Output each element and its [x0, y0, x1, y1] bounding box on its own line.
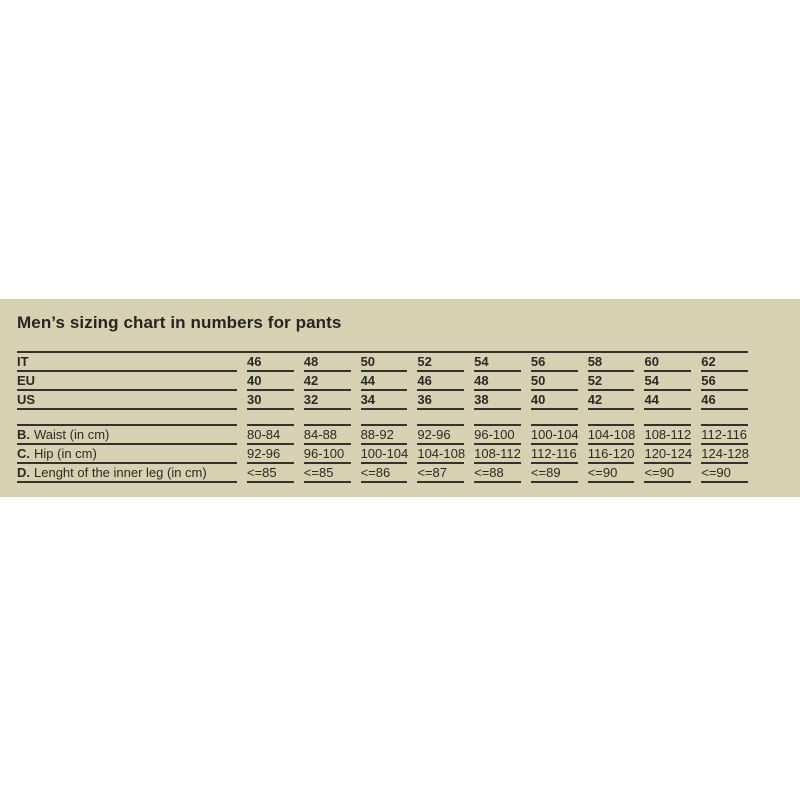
table-row-waist: [17, 424, 748, 445]
body-measurements-group: [17, 424, 748, 483]
row-label-text: Lenght of the inner leg (in cm): [34, 465, 207, 480]
table-row-it: [17, 353, 748, 372]
measurement-cell: 92-96: [417, 424, 464, 445]
row-label-prefix: C.: [17, 446, 30, 461]
size-cell: 46: [417, 372, 464, 391]
sizing-table: [17, 351, 748, 483]
size-cell: 62: [701, 353, 748, 372]
size-cell: 46: [247, 353, 294, 372]
size-cell: 36: [417, 391, 464, 410]
row-label-us: US: [17, 391, 237, 410]
size-cell: 46: [701, 391, 748, 410]
row-label-prefix: B.: [17, 427, 30, 442]
row-label-prefix: D.: [17, 465, 30, 480]
size-cell: 42: [304, 372, 351, 391]
sizing-chart-content: [0, 299, 800, 483]
size-cell: 32: [304, 391, 351, 410]
size-cell: 54: [644, 372, 691, 391]
size-cell: 48: [474, 372, 521, 391]
measurement-cell: <=87: [417, 464, 464, 483]
measurement-cell: 120-124: [644, 445, 691, 464]
measurement-cell: 100-104: [361, 445, 408, 464]
row-label-hip: [17, 445, 237, 464]
size-cell: 44: [644, 391, 691, 410]
measurement-cell: 96-100: [474, 424, 521, 445]
measurement-cell: 104-108: [417, 445, 464, 464]
size-numbers-group: [17, 351, 748, 410]
size-cell: 54: [474, 353, 521, 372]
size-cell: 42: [588, 391, 635, 410]
size-cell: 56: [531, 353, 578, 372]
row-label-it: IT: [17, 353, 237, 372]
measurement-cell: <=90: [644, 464, 691, 483]
measurement-cell: <=90: [588, 464, 635, 483]
table-row-hip: [17, 445, 748, 464]
size-cell: 52: [417, 353, 464, 372]
table-row-us: [17, 391, 748, 410]
row-label-eu: EU: [17, 372, 237, 391]
row-label-text: Hip (in cm): [34, 446, 97, 461]
measurement-cell: 108-112: [474, 445, 521, 464]
table-row-eu: [17, 372, 748, 391]
measurement-cell: <=89: [531, 464, 578, 483]
measurement-cell: 104-108: [588, 424, 635, 445]
size-cell: 40: [247, 372, 294, 391]
row-label-text: Waist (in cm): [34, 427, 110, 442]
measurement-cell: 96-100: [304, 445, 351, 464]
measurement-cell: 108-112: [644, 424, 691, 445]
measurement-cell: 112-116: [701, 424, 748, 445]
row-label-inner-leg: [17, 464, 237, 483]
size-cell: 30: [247, 391, 294, 410]
sizing-chart-title: Men’s sizing chart in numbers for pants: [17, 313, 342, 332]
size-cell: 50: [531, 372, 578, 391]
size-cell: 48: [304, 353, 351, 372]
size-cell: 40: [531, 391, 578, 410]
size-cell: 60: [644, 353, 691, 372]
measurement-cell: 100-104: [531, 424, 578, 445]
row-label-waist: [17, 424, 237, 445]
measurement-cell: <=90: [701, 464, 748, 483]
measurement-cell: 80-84: [247, 424, 294, 445]
sizing-chart-panel: [0, 299, 800, 497]
measurement-cell: 112-116: [531, 445, 578, 464]
size-cell: 56: [701, 372, 748, 391]
measurement-cell: <=85: [304, 464, 351, 483]
measurement-cell: 124-128: [701, 445, 748, 464]
size-cell: 34: [361, 391, 408, 410]
size-cell: 58: [588, 353, 635, 372]
measurement-cell: <=88: [474, 464, 521, 483]
measurement-cell: <=86: [361, 464, 408, 483]
size-cell: 50: [361, 353, 408, 372]
measurement-cell: <=85: [247, 464, 294, 483]
measurement-cell: 92-96: [247, 445, 294, 464]
size-cell: 44: [361, 372, 408, 391]
measurement-cell: 116-120: [588, 445, 635, 464]
size-cell: 38: [474, 391, 521, 410]
size-cell: 52: [588, 372, 635, 391]
measurement-cell: 84-88: [304, 424, 351, 445]
table-row-inner-leg: [17, 464, 748, 483]
measurement-cell: 88-92: [361, 424, 408, 445]
